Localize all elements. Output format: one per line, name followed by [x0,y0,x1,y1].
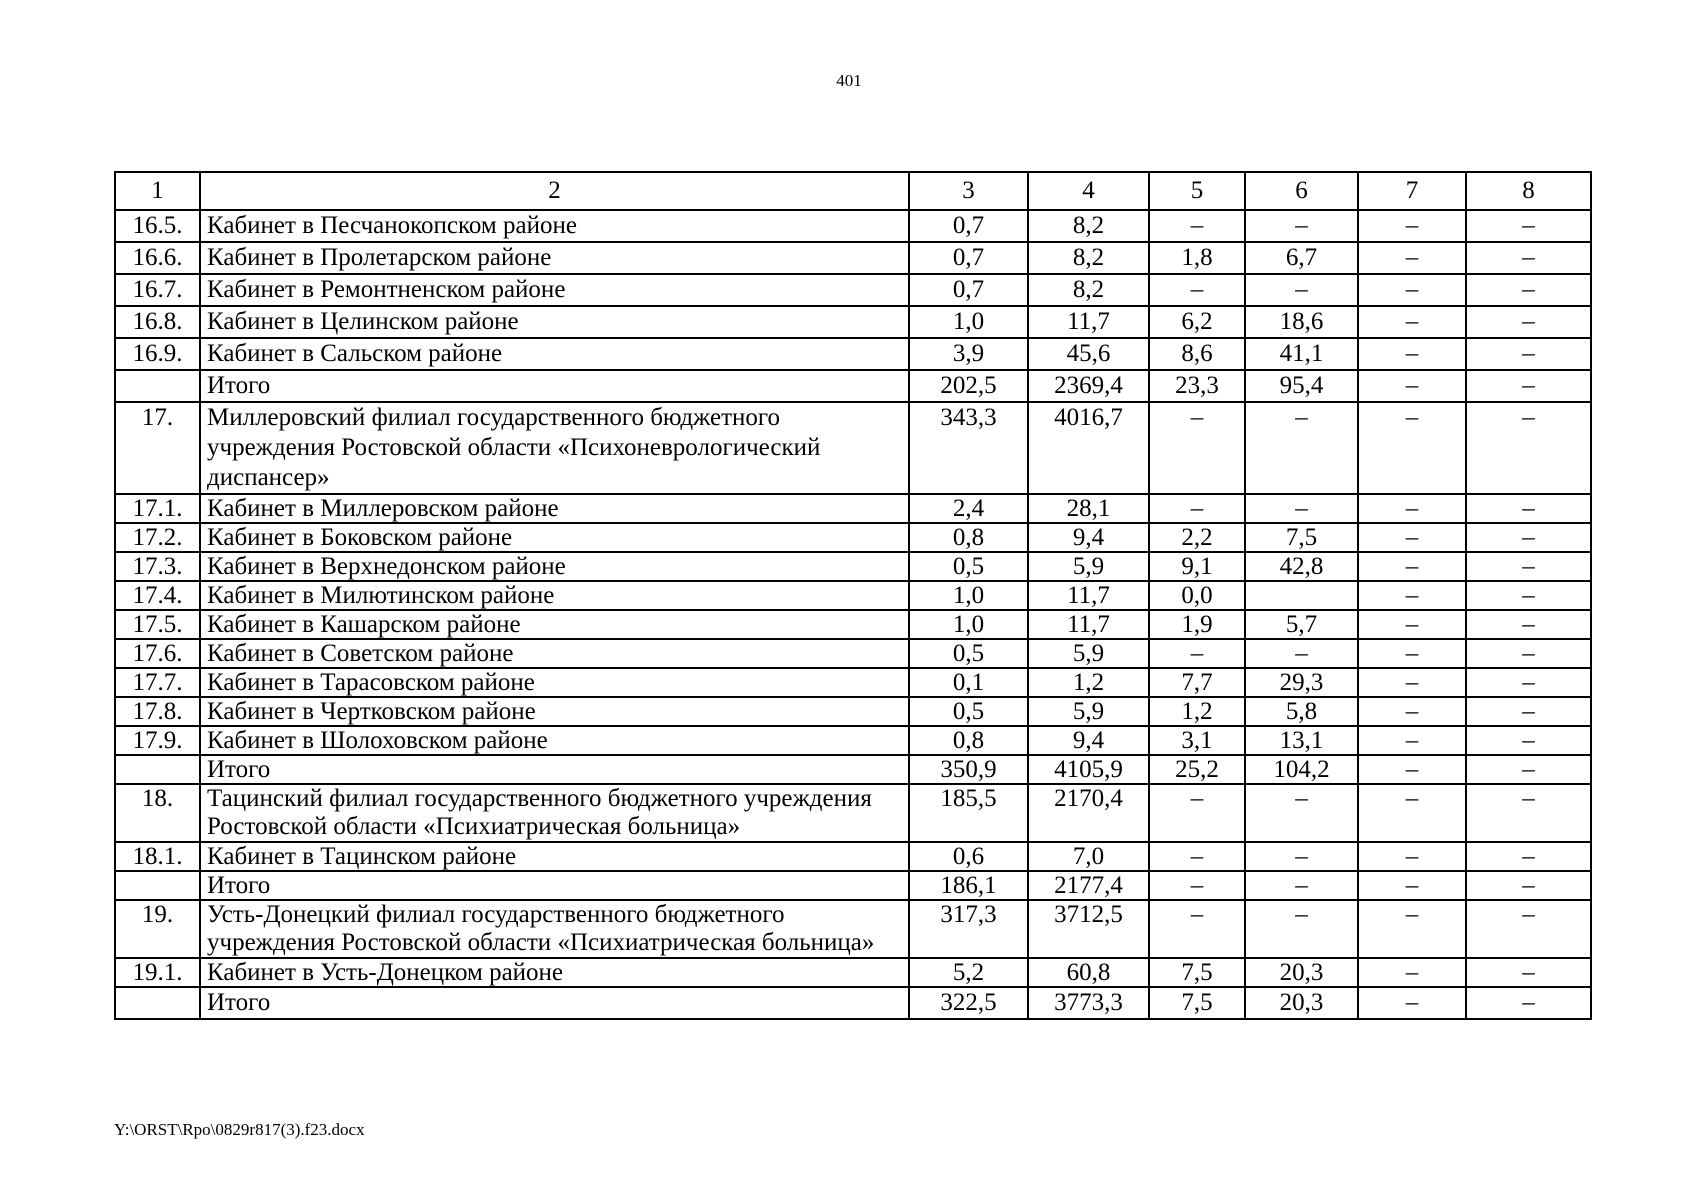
value-cell: 343,3 [909,402,1028,494]
row-name-cell: Усть-Донецкий филиал государственного бюджетного учреждения Ростовской области «Психиатрическая больница» [200,900,909,958]
row-number-cell: 16.5. [115,210,200,242]
table-row [115,610,1591,639]
value-cell: – [1466,552,1591,581]
value-cell: – [1358,668,1466,697]
value-cell: 11,7 [1028,306,1149,338]
value-cell: 0,1 [909,668,1028,697]
value-cell: – [1358,306,1466,338]
value-cell: 45,6 [1028,338,1149,370]
row-number-cell: 17.3. [115,552,200,581]
value-cell: – [1466,668,1591,697]
row-number-cell: 17.2. [115,523,200,552]
row-name-cell: Кабинет в Кашарском районе [200,610,909,639]
table-row [115,987,1591,1019]
row-name-cell: Кабинет в Усть-Донецком районе [200,958,909,987]
value-cell: 186,1 [909,871,1028,900]
value-cell: 23,3 [1149,370,1245,402]
table-header-row [115,172,1591,210]
value-cell: – [1466,958,1591,987]
table-row [115,370,1591,402]
value-cell: 7,5 [1149,987,1245,1019]
column-header: 2 [200,172,909,210]
column-header: 1 [115,172,200,210]
value-cell: – [1358,755,1466,784]
value-cell: 1,0 [909,610,1028,639]
value-cell: – [1358,242,1466,274]
value-cell: 2170,4 [1028,784,1149,842]
value-cell: – [1466,639,1591,668]
value-cell: – [1358,494,1466,523]
value-cell: – [1149,842,1245,871]
row-number-cell: 16.6. [115,242,200,274]
value-cell: – [1466,755,1591,784]
value-cell: 5,9 [1028,697,1149,726]
row-name-cell: Итого [200,987,909,1019]
table-row [115,755,1591,784]
value-cell: – [1466,697,1591,726]
row-name-cell: Итого [200,370,909,402]
value-cell: – [1466,274,1591,306]
table-row [115,338,1591,370]
value-cell: – [1149,900,1245,958]
value-cell: 0,6 [909,842,1028,871]
value-cell: – [1149,402,1245,494]
row-name-cell: Итого [200,755,909,784]
row-number-cell [115,871,200,900]
value-cell: – [1245,210,1358,242]
column-header: 6 [1245,172,1358,210]
value-cell: 8,2 [1028,242,1149,274]
value-cell: 8,2 [1028,274,1149,306]
value-cell: – [1358,987,1466,1019]
row-name-cell: Кабинет в Целинском районе [200,306,909,338]
row-number-cell: 16.9. [115,338,200,370]
row-number-cell [115,370,200,402]
value-cell: 28,1 [1028,494,1149,523]
table-row [115,958,1591,987]
value-cell: – [1358,370,1466,402]
row-name-cell: Кабинет в Советском районе [200,639,909,668]
row-name-cell: Кабинет в Тацинском районе [200,842,909,871]
column-header: 4 [1028,172,1149,210]
row-number-cell: 17.5. [115,610,200,639]
value-cell: – [1466,784,1591,842]
table-row [115,871,1591,900]
row-number-cell: 16.7. [115,274,200,306]
value-cell: – [1245,900,1358,958]
row-number-cell: 17. [115,402,200,494]
value-cell: – [1358,697,1466,726]
value-cell: – [1358,581,1466,610]
value-cell: 104,2 [1245,755,1358,784]
table-row [115,726,1591,755]
value-cell: 1,2 [1028,668,1149,697]
value-cell: – [1358,552,1466,581]
value-cell: 3,9 [909,338,1028,370]
value-cell: 9,1 [1149,552,1245,581]
row-number-cell [115,987,200,1019]
value-cell: 60,8 [1028,958,1149,987]
value-cell: 9,4 [1028,523,1149,552]
row-number-cell: 17.1. [115,494,200,523]
value-cell: – [1358,610,1466,639]
table-row [115,242,1591,274]
value-cell: – [1245,402,1358,494]
value-cell: 185,5 [909,784,1028,842]
value-cell: – [1358,523,1466,552]
value-cell: 350,9 [909,755,1028,784]
value-cell: 0,5 [909,697,1028,726]
file-path: Y:\ORST\Rpo\0829r817(3).f23.docx [114,1120,365,1139]
row-name-cell: Кабинет в Верхнедонском районе [200,552,909,581]
value-cell: – [1245,274,1358,306]
value-cell: 8,6 [1149,338,1245,370]
value-cell: 1,8 [1149,242,1245,274]
row-number-cell: 19. [115,900,200,958]
value-cell: – [1466,581,1591,610]
value-cell: 25,2 [1149,755,1245,784]
value-cell: – [1358,958,1466,987]
value-cell: 322,5 [909,987,1028,1019]
table-row [115,581,1591,610]
table-row [115,784,1591,842]
value-cell: – [1149,274,1245,306]
row-number-cell: 17.6. [115,639,200,668]
row-name-cell: Кабинет в Сальском районе [200,338,909,370]
row-name-cell: Итого [200,871,909,900]
value-cell: – [1466,242,1591,274]
value-cell: – [1149,639,1245,668]
value-cell: 5,8 [1245,697,1358,726]
data-table [114,171,1592,1020]
row-name-cell: Тацинский филиал государственного бюджетного учреждения Ростовской области «Психиатрическая больница» [200,784,909,842]
value-cell: 0,7 [909,242,1028,274]
table-row [115,697,1591,726]
value-cell: – [1466,370,1591,402]
row-name-cell: Кабинет в Миллеровском районе [200,494,909,523]
value-cell: – [1358,338,1466,370]
value-cell: 18,6 [1245,306,1358,338]
column-header: 7 [1358,172,1466,210]
value-cell: – [1466,900,1591,958]
row-number-cell: 19.1. [115,958,200,987]
row-name-cell: Кабинет в Ремонтненском районе [200,274,909,306]
value-cell: – [1466,871,1591,900]
value-cell: 0,0 [1149,581,1245,610]
value-cell: 4105,9 [1028,755,1149,784]
value-cell: 6,2 [1149,306,1245,338]
value-cell: 3712,5 [1028,900,1149,958]
value-cell: – [1466,987,1591,1019]
row-name-cell: Кабинет в Песчанокопском районе [200,210,909,242]
value-cell: 0,5 [909,552,1028,581]
table-row [115,552,1591,581]
value-cell: 1,0 [909,306,1028,338]
value-cell: – [1358,871,1466,900]
row-number-cell: 17.4. [115,581,200,610]
value-cell: 4016,7 [1028,402,1149,494]
value-cell: 1,9 [1149,610,1245,639]
value-cell: – [1245,494,1358,523]
value-cell: – [1466,210,1591,242]
value-cell: 41,1 [1245,338,1358,370]
value-cell: 2369,4 [1028,370,1149,402]
row-name-cell: Миллеровский филиал государственного бюджетного учреждения Ростовской области «Психоневрологический диспансер» [200,402,909,494]
value-cell: – [1466,402,1591,494]
value-cell: 5,2 [909,958,1028,987]
value-cell: 0,5 [909,639,1028,668]
table-row [115,523,1591,552]
value-cell: – [1245,871,1358,900]
value-cell: 2177,4 [1028,871,1149,900]
value-cell: – [1245,842,1358,871]
table-row [115,210,1591,242]
value-cell: – [1358,402,1466,494]
value-cell: 7,7 [1149,668,1245,697]
value-cell: – [1245,639,1358,668]
value-cell: – [1466,338,1591,370]
row-name-cell: Кабинет в Шолоховском районе [200,726,909,755]
value-cell: 3773,3 [1028,987,1149,1019]
value-cell: 0,7 [909,210,1028,242]
value-cell: – [1358,274,1466,306]
value-cell: 0,8 [909,726,1028,755]
table-row [115,402,1591,494]
column-header: 5 [1149,172,1245,210]
row-name-cell: Кабинет в Боковском районе [200,523,909,552]
value-cell: – [1149,494,1245,523]
row-name-cell: Кабинет в Тарасовском районе [200,668,909,697]
table-row [115,668,1591,697]
row-number-cell [115,755,200,784]
value-cell: – [1358,900,1466,958]
page-number: 401 [836,71,862,90]
value-cell: 317,3 [909,900,1028,958]
value-cell: 1,0 [909,581,1028,610]
value-cell: 2,2 [1149,523,1245,552]
table-row [115,494,1591,523]
value-cell: 11,7 [1028,581,1149,610]
value-cell: – [1358,842,1466,871]
value-cell: 20,3 [1245,987,1358,1019]
row-name-cell: Кабинет в Милютинском районе [200,581,909,610]
value-cell: 95,4 [1245,370,1358,402]
value-cell: 8,2 [1028,210,1149,242]
value-cell: 20,3 [1245,958,1358,987]
table-row [115,639,1591,668]
row-number-cell: 17.7. [115,668,200,697]
row-number-cell: 16.8. [115,306,200,338]
value-cell: – [1466,842,1591,871]
value-cell: 7,0 [1028,842,1149,871]
row-name-cell: Кабинет в Чертковском районе [200,697,909,726]
table-row [115,900,1591,958]
value-cell: 202,5 [909,370,1028,402]
value-cell: – [1149,784,1245,842]
value-cell: – [1358,784,1466,842]
value-cell: 42,8 [1245,552,1358,581]
value-cell: 5,9 [1028,639,1149,668]
value-cell: 11,7 [1028,610,1149,639]
table-row [115,274,1591,306]
value-cell: – [1466,726,1591,755]
row-name-cell: Кабинет в Пролетарском районе [200,242,909,274]
column-header: 8 [1466,172,1591,210]
value-cell: 5,9 [1028,552,1149,581]
value-cell: 7,5 [1149,958,1245,987]
value-cell: 5,7 [1245,610,1358,639]
value-cell: 29,3 [1245,668,1358,697]
value-cell: – [1149,871,1245,900]
table-row [115,842,1591,871]
column-header: 3 [909,172,1028,210]
value-cell: – [1466,306,1591,338]
value-cell: – [1466,610,1591,639]
value-cell: – [1358,210,1466,242]
value-cell: 2,4 [909,494,1028,523]
row-number-cell: 18. [115,784,200,842]
value-cell: – [1358,639,1466,668]
value-cell: 7,5 [1245,523,1358,552]
value-cell: 6,7 [1245,242,1358,274]
value-cell: – [1466,494,1591,523]
row-number-cell: 18.1. [115,842,200,871]
value-cell [1245,581,1358,610]
value-cell: 1,2 [1149,697,1245,726]
value-cell: 3,1 [1149,726,1245,755]
value-cell: – [1149,210,1245,242]
value-cell: – [1466,523,1591,552]
value-cell: 0,8 [909,523,1028,552]
value-cell: – [1245,784,1358,842]
table-row [115,306,1591,338]
value-cell: 0,7 [909,274,1028,306]
value-cell: 13,1 [1245,726,1358,755]
value-cell: 9,4 [1028,726,1149,755]
value-cell: – [1358,726,1466,755]
row-number-cell: 17.8. [115,697,200,726]
row-number-cell: 17.9. [115,726,200,755]
